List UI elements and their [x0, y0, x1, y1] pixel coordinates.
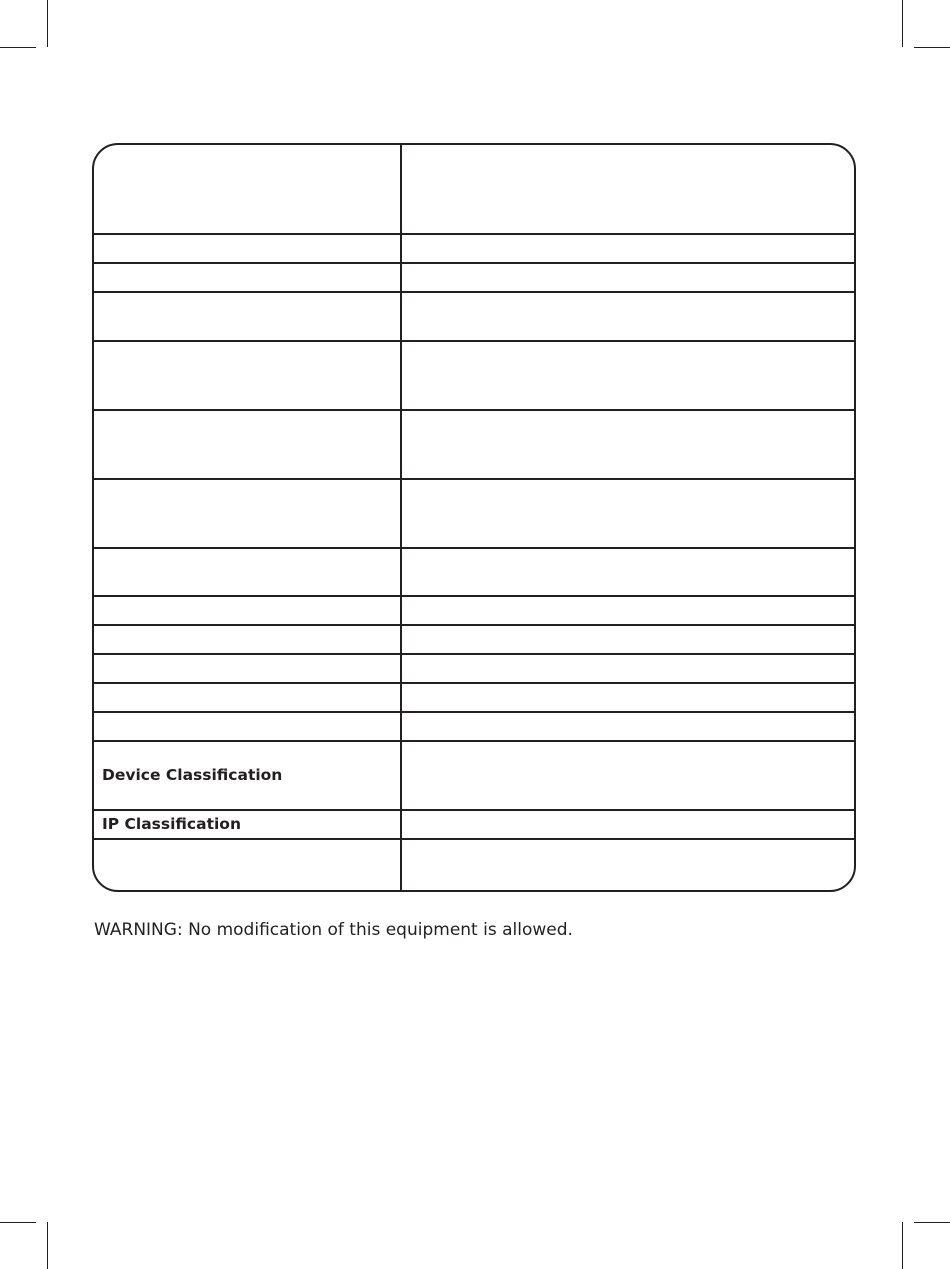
crop-mark-top-right-horizontal	[914, 47, 950, 48]
row-separator	[94, 409, 854, 411]
device-classification-label: Device Classification	[102, 766, 283, 784]
row-separator	[94, 478, 854, 480]
row-separator	[94, 547, 854, 549]
crop-mark-top-left-vertical	[47, 0, 48, 47]
crop-mark-top-right-vertical	[902, 0, 903, 47]
column-divider	[400, 145, 402, 890]
row-separator	[94, 653, 854, 655]
row-separator	[94, 291, 854, 293]
row-separator	[94, 838, 854, 840]
row-separator	[94, 262, 854, 264]
crop-mark-top-left-horizontal	[0, 47, 36, 48]
crop-mark-bottom-right-vertical	[902, 1222, 903, 1269]
row-separator	[94, 233, 854, 235]
crop-mark-bottom-left-horizontal	[0, 1222, 36, 1223]
row-separator	[94, 682, 854, 684]
specification-table	[92, 143, 856, 892]
row-separator	[94, 624, 854, 626]
ip-classification-label: IP Classification	[102, 815, 241, 833]
row-separator	[94, 711, 854, 713]
row-separator	[94, 340, 854, 342]
row-separator	[94, 595, 854, 597]
row-separator	[94, 740, 854, 742]
warning-text: WARNING: No modification of this equipment is allowed.	[94, 920, 573, 940]
row-separator	[94, 809, 854, 811]
crop-mark-bottom-right-horizontal	[914, 1222, 950, 1223]
crop-mark-bottom-left-vertical	[47, 1222, 48, 1269]
